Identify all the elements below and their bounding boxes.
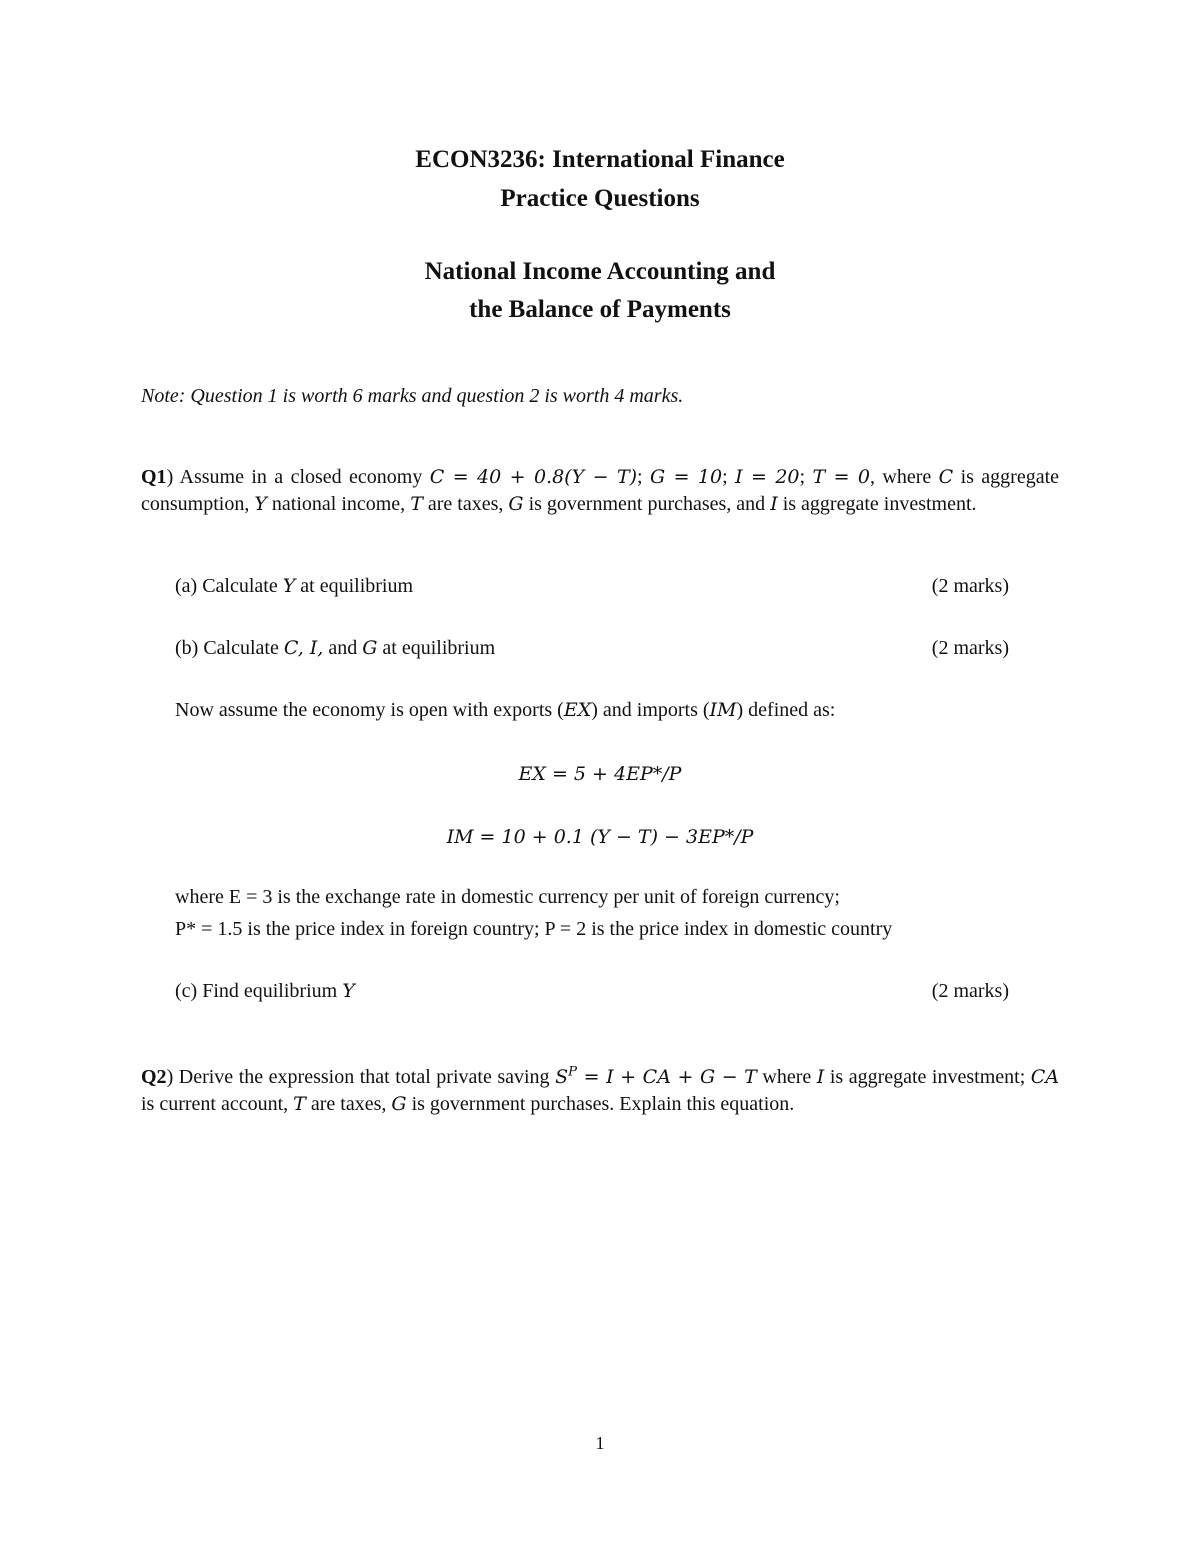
question-1-label-paren: ) (166, 466, 174, 488)
q1-def-5: is aggregate investment. (782, 493, 977, 515)
question-2-label-paren: ) (166, 1066, 174, 1088)
price-index-definition: P* = 1.5 is the price index in foreign country; P = 2 is the price index in domestic country (175, 918, 893, 940)
q2-var-t: T (293, 1093, 306, 1115)
part-a-var: Y (282, 575, 296, 597)
q1-part-b (175, 635, 1009, 661)
open-economy-text (175, 697, 835, 723)
part-b-suffix: at equilibrium (382, 637, 496, 659)
part-c-marks: (2 marks) (931, 980, 1009, 1002)
exports-equation (0, 760, 1200, 787)
q2-equation: $S^P = I$ + CA + G − T (555, 1064, 757, 1088)
document-type: Practice Questions (500, 185, 700, 212)
q1-var-c: C (938, 466, 954, 488)
q2-text-5: are taxes, (310, 1093, 387, 1115)
exports-equation-text: EX = 5 + 4EP*/P (518, 763, 682, 785)
q1-var-g: G (508, 493, 524, 515)
exports-var: EX (563, 699, 592, 721)
q1-where: , where (870, 466, 932, 488)
q2-text-2: where (762, 1066, 812, 1088)
q2-var-ca: CA (1030, 1066, 1060, 1088)
question-2-text (141, 1064, 1059, 1118)
q1-def-4: is government purchases, and (528, 493, 766, 515)
q1-def-1: is aggregate consumption, (141, 466, 1060, 515)
q1-part-a (175, 573, 1009, 599)
question-2-label: Q2 (141, 1066, 167, 1088)
q1-def-3: are taxes, (427, 493, 504, 515)
q2-var-i: I (816, 1066, 825, 1088)
topic-title-line-1: National Income Accounting and (424, 258, 776, 285)
open-text-2: ) and imports ( (591, 699, 710, 721)
part-c-prefix: (c) Find equilibrium (175, 980, 338, 1002)
imports-equation (0, 823, 1200, 850)
exchange-rate-definition: where E = 3 is the exchange rate in domestic currency per unit of foreign currency; (175, 886, 840, 908)
part-b-vars: C, I, (283, 637, 324, 659)
imports-equation-text: IM = 10 + 0.1 (Y − T) − 3EP*/P (446, 826, 754, 848)
q1-intro: Assume in a closed economy (179, 466, 423, 488)
q2-text-6: is government purchases. Explain this equation. (411, 1093, 795, 1115)
open-text-3: ) defined as: (736, 699, 836, 721)
q1-var-y: Y (254, 493, 267, 515)
part-b-prefix: (b) Calculate (175, 637, 279, 659)
q1-equation-investment: I = 20 (735, 466, 800, 488)
part-b-mid: and (328, 637, 358, 659)
question-1-label: Q1 (141, 466, 167, 488)
q1-var-t: T (410, 493, 423, 515)
part-b-marks: (2 marks) (931, 637, 1009, 659)
part-a-marks: (2 marks) (931, 575, 1009, 597)
q2-var-g: G (391, 1093, 407, 1115)
imports-var: IM (709, 699, 737, 721)
q2-text-4: is current account, (141, 1093, 289, 1115)
marks-note: Note: Question 1 is worth 6 marks and question 2 is worth 4 marks. (141, 385, 684, 407)
open-text-1: Now assume the economy is open with exports ( (175, 699, 564, 721)
question-1-text: Q1) Assume in a closed economy C = 40 + 0.8(Y − T); G = 10; I = 20; T = 0, where C is aggregate consumption, Y national income, T are taxes, G is government purchases, and I is aggregate investment. (141, 466, 1060, 515)
q1-def-2: national income, (271, 493, 406, 515)
q1-equation-consumption: C = 40 + 0.8(Y − T) (429, 466, 638, 488)
part-b-var-g: G (362, 637, 378, 659)
q1-equation-taxes: T = 0 (812, 466, 870, 488)
q2-text-3: is aggregate investment; (829, 1066, 1026, 1088)
topic-title-line-2: the Balance of Payments (469, 296, 731, 323)
course-title: ECON3236: International Finance (415, 146, 785, 173)
q2-text-1: Derive the expression that total private saving (178, 1066, 550, 1088)
q1-equation-government: G = 10 (649, 466, 723, 488)
part-a-suffix: at equilibrium (300, 575, 414, 597)
part-a-prefix: (a) Calculate (175, 575, 278, 597)
part-c-var: Y (342, 980, 355, 1002)
q1-part-c (175, 978, 1009, 1004)
q1-var-i: I (770, 493, 778, 515)
page-number: 1 (595, 1433, 605, 1453)
